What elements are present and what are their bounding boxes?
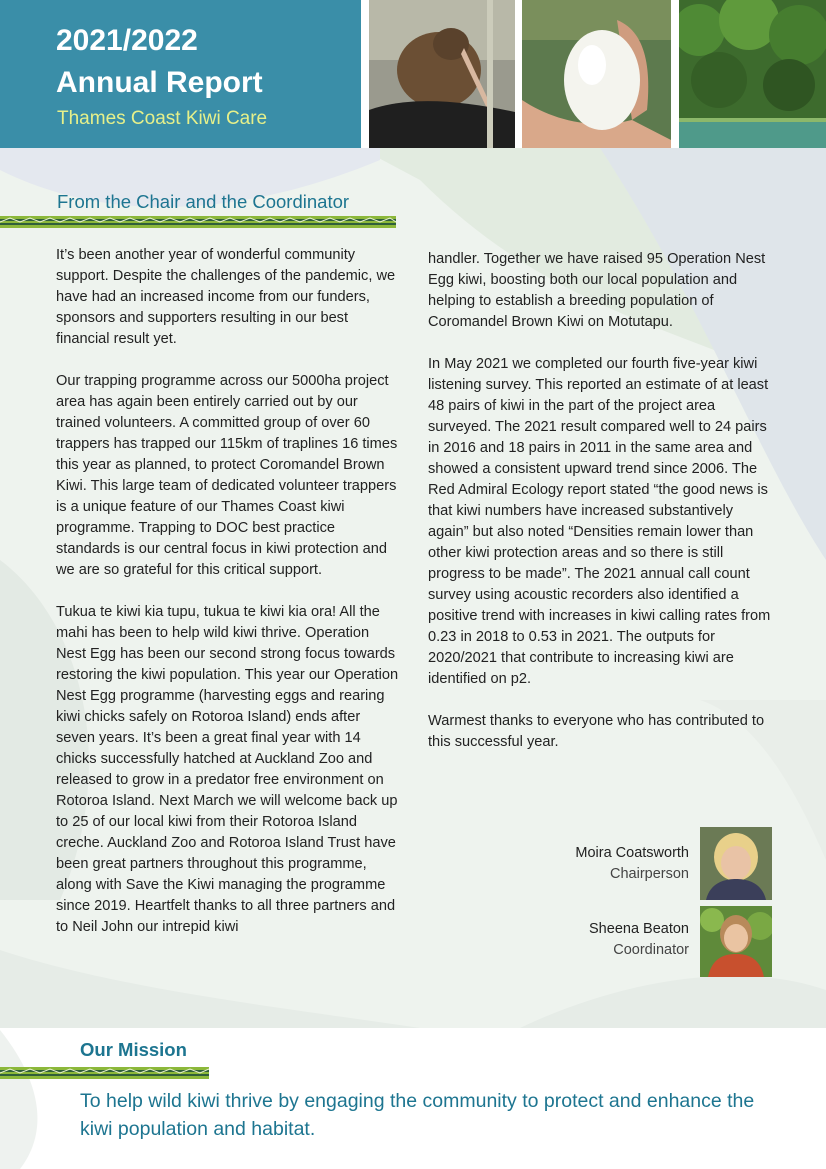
chairperson-name: Moira Coatsworth — [575, 845, 689, 861]
coordinator-role: Coordinator — [613, 942, 689, 958]
paragraph-handler: handler. Together we have raised 95 Operation Nest Egg kiwi, boosting both our local population and helping to establish a breeding population of Coromandel Brown Kiwi on Motutapu. — [428, 251, 766, 330]
report-year: 2021/2022 — [56, 24, 198, 57]
mission-heading: Our Mission — [80, 1039, 187, 1060]
chair-section-heading: From the Chair and the Coordinator — [57, 191, 350, 212]
report-title: Annual Report — [56, 66, 263, 99]
chair-message-left-column — [56, 245, 400, 938]
paragraph-community-support: It’s been another year of wonderful community support. Despite the challenges of the pandemic, we have had an increased income from our funders, sponsors and supporters resulting in our best financial result yet. — [56, 247, 396, 347]
paragraph-trapping: Our trapping programme across our 5000ha project area has again been entirely carried out by our trained volunteers. A committed group of over 60 trappers has trapped our 115km of traplines 16 times this year as planned, to protect Coromandel Brown Kiwi. This large team of dedicated volunteer trappers is a unique feature of our Thames Coast kiwi programme. Trapping to DOC best practice standards is our central focus in kiwi protection and we are so grateful for this critical support. — [56, 373, 398, 578]
chair-message-right-column — [428, 249, 773, 753]
mission-statement: To help wild kiwi thrive by engaging the community to protect and enhance the kiwi population and habitat. — [80, 1090, 755, 1140]
forest-photo — [679, 0, 826, 148]
paragraph-operation-nest-egg: Tukua te kiwi kia tupu, tukua te kiwi kia ora! All the mahi has been to help wild kiwi thrive. Operation Nest Egg has been our second strong focus towards restoring the kiwi population. This year our Operation Nest Egg programme (harvesting eggs and rearing kiwi chicks safely on Rotoroa Island) ends after seven years. It’s been a great final year with 14 chicks successfully hatched at Auckland Zoo and released to grow in a predator free environment on Rotoroa Island. Next March we will welcome back up to 25 of our local kiwi from their Rotoroa Island creche. Auckland Zoo and Rotoroa Island Trust have been great partners throughout this programme, along with Save the Kiwi managing the programme since 2019. Heartfelt thanks to all three partners and to Neil John our intrepid kiwi — [56, 604, 399, 935]
mission-divider — [0, 1067, 209, 1079]
organization-name: Thames Coast Kiwi Care — [57, 108, 268, 129]
coordinator-name: Sheena Beaton — [589, 921, 689, 937]
paragraph-listening-survey: In May 2021 we completed our fourth five-year kiwi listening survey. This reported an estimate of at least 48 pairs of kiwi in the part of the project area surveyed. The 2021 result compared well to 24 pairs in 2016 and 18 pairs in 2011 in the same area and showed a consistent upward trend since 2006. The Red Admiral Ecology report stated “the good news is that kiwi numbers have increased substantively again” but also noted “Densities remain lower than other kiwi protection areas and so there is still progress to be made”. The 2021 annual call count survey using acoustic recorders also identified a positive trend with increases in kiwi calling rates from 0.23 in 2018 to 0.53 in 2021. The outputs for 2020/2021 that contribute to increasing kiwi are identified on p2. — [428, 356, 771, 687]
kiwi-egg-photo — [522, 0, 671, 148]
kiwi-bird-photo — [369, 0, 515, 148]
heading-divider — [0, 216, 396, 228]
report-header — [0, 0, 361, 148]
chairperson-avatar — [700, 827, 772, 900]
chairperson-role: Chairperson — [610, 866, 689, 882]
paragraph-thanks: Warmest thanks to everyone who has contributed to this successful year. — [428, 713, 765, 750]
coordinator-avatar — [700, 906, 772, 977]
